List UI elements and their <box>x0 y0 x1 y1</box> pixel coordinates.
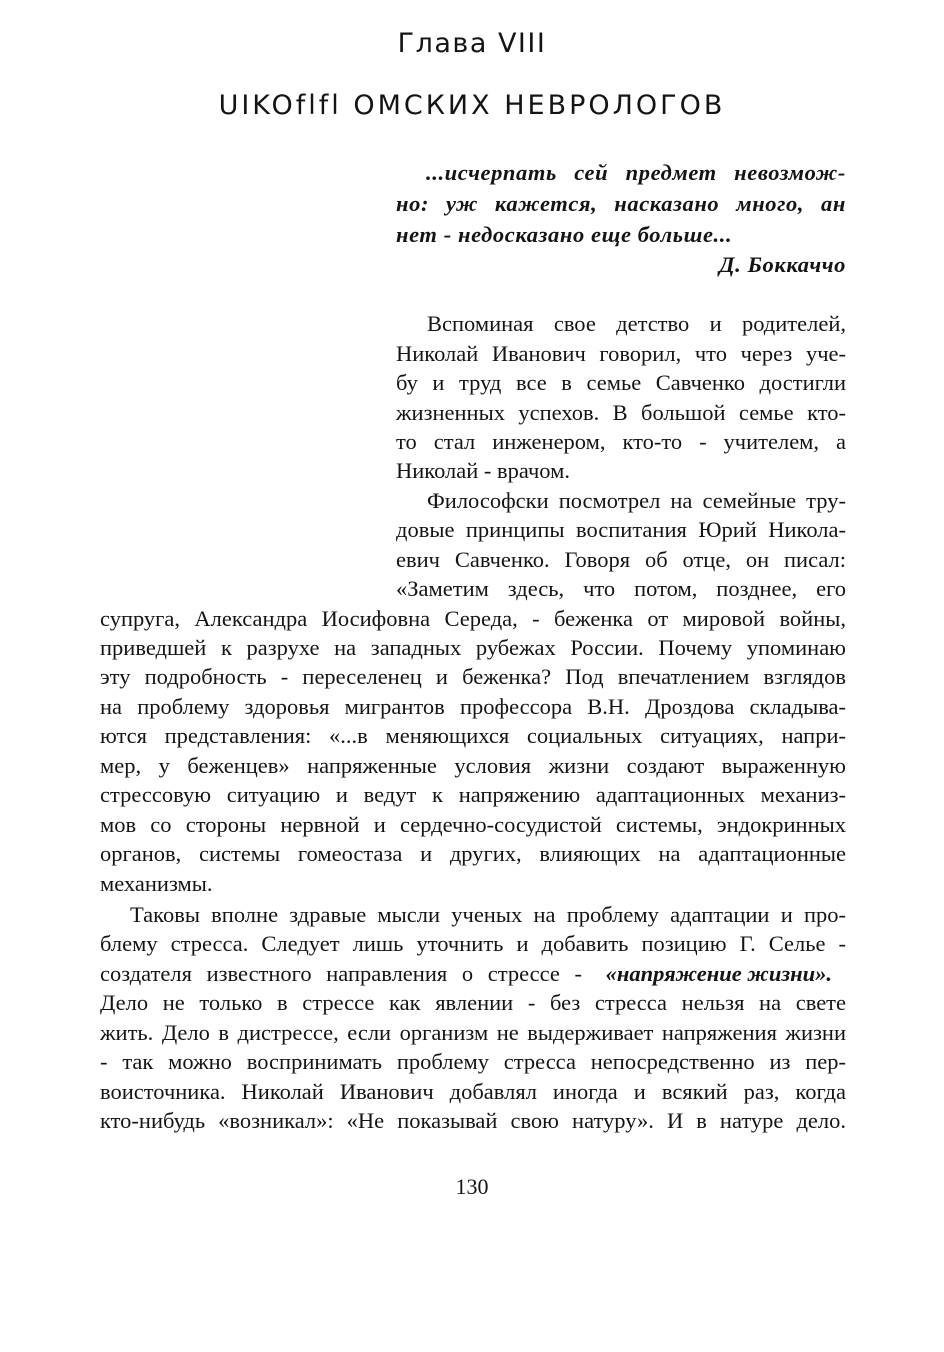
text-line: стрессовую ситуацию и ведут к напряжению адаптационных механиз- <box>100 782 846 807</box>
text-line: Дело не только в стрессе как явлении - без стресса нельзя на свете <box>100 990 846 1015</box>
text-line: блему стресса. Следует лишь уточнить и добавить позицию Г. Селье - <box>100 931 846 956</box>
text-line: приведшей к разрухе на западных рубежах России. Почему упоминаю <box>100 635 846 660</box>
chapter-label: Глава VIII <box>397 28 547 59</box>
text-line: мов со стороны нервной и сердечно-сосудистой системы, эндокринных <box>100 812 846 837</box>
text-line: - так можно воспринимать проблему стресса непосредственно из пер- <box>100 1049 846 1074</box>
page-number: 130 <box>455 1174 489 1199</box>
text-line: Николай - врачом. <box>396 458 570 483</box>
text-line: органов, системы гомеостаза и других, влияющих на адаптационные <box>100 841 846 866</box>
text-line: ются представления: «...в меняющихся социальных ситуациях, напри- <box>100 723 846 748</box>
text-line: то стал инженером, кто-то - учителем, а <box>396 429 846 454</box>
text-line: жить. Дело в дистрессе, если организм не выдерживает напряжения жизни <box>100 1020 846 1045</box>
text-line <box>100 959 846 989</box>
text-line: эту подробность - переселенец и беженка? Под впечатлением взглядов <box>100 664 846 689</box>
text-line: «Заметим здесь, что потом, позднее, его <box>396 576 846 601</box>
text-line-start: создателя известного направления о стрессе - <box>100 961 582 986</box>
text-line: евич Савченко. Говоря об отце, он писал: <box>396 547 846 572</box>
text-line: Философски посмотрел на семейные тру- <box>427 488 846 513</box>
epigraph-author: Д. Боккаччо <box>719 252 846 277</box>
text-line: жизненных успехов. В большой семье кто- <box>396 400 846 425</box>
text-line: на проблему здоровья мигрантов профессора В.Н. Дроздова складыва- <box>100 694 846 719</box>
text-line: Вспоминая свое детство и родителей, <box>427 311 846 336</box>
chapter-title: UIKOflfl ОМСКИХ НЕВРОЛОГОВ <box>218 90 726 121</box>
text-line: механизмы. <box>100 871 213 896</box>
text-line: бу и труд все в семье Савченко достигли <box>396 370 846 395</box>
epigraph-line: ...исчерпать сей предмет невозмож- <box>426 160 846 185</box>
epigraph-line: нет - недосказано еще больше... <box>396 222 733 247</box>
text-line: супруга, Александра Иосифовна Середа, - беженка от мировой войны, <box>100 606 846 631</box>
text-line: Таковы вполне здравые мысли ученых на проблему адаптации и про- <box>130 902 846 927</box>
emphasis-phrase: «напряжение жизни». <box>605 961 832 986</box>
epigraph-line: но: уж кажется, насказано много, ан <box>396 191 846 216</box>
text-line: мер, у беженцев» напряженные условия жизни создают выраженную <box>100 753 846 778</box>
text-line: Николай Иванович говорил, что через уче- <box>396 341 846 366</box>
text-line: кто-нибудь «возникал»: «Не показывай свою натуру». И в натуре дело. <box>100 1108 846 1133</box>
text-line: воисточника. Николай Иванович добавлял иногда и всякий раз, когда <box>100 1079 846 1104</box>
text-line: довые принципы воспитания Юрий Никола- <box>396 517 846 542</box>
